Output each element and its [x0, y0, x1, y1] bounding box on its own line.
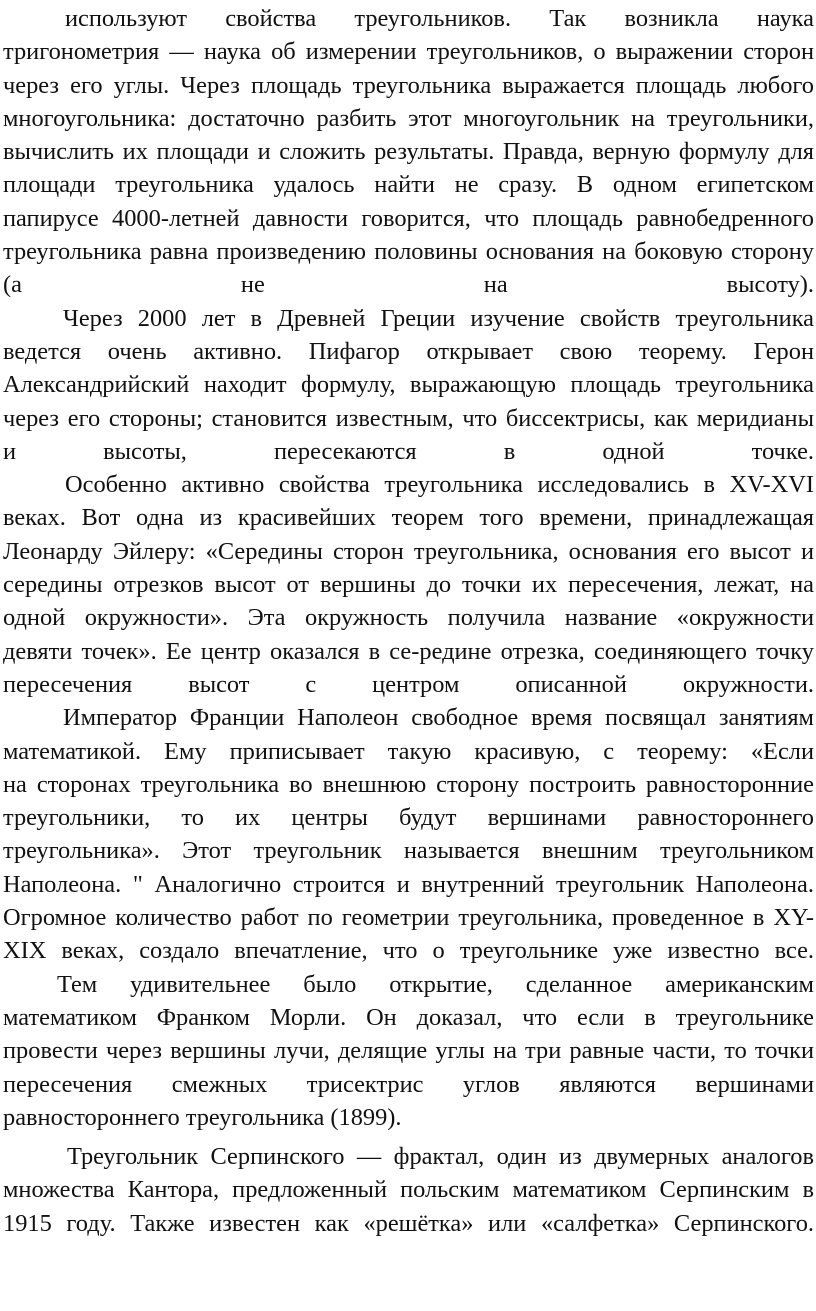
text-line: 1915 году. Также известен как «решётка» или «салфетка» Серпинского.: [3, 1209, 814, 1237]
text-line: треугольника». Этот треугольник называется внешним треугольником: [3, 837, 814, 865]
text-line: пересечения смежных трисектрис углов являются вершинами: [3, 1070, 814, 1098]
text-line: пересечения высот с центром описанной окружности.: [3, 670, 814, 698]
text-line: Через 2000 лет в Древней Греции изучение свойств треугольника: [63, 304, 814, 332]
text-line: Треугольник Серпинского — фрактал, один из двумерных аналогов: [67, 1143, 814, 1171]
paragraph-4: [0, 701, 816, 967]
text-line: многоугольника: достаточно разбить этот многоугольник на треугольники,: [3, 104, 814, 132]
text-line: треугольники, то их центры будут вершинами равностороннего: [3, 804, 814, 832]
text-line: одной окружности». Эта окружность получила название «окружности: [3, 604, 814, 632]
text-line: XIX веках, создало впечатление, что о треугольнике уже известно все.: [3, 937, 814, 965]
text-line: Тем удивительнее было открытие, сделанное американским: [57, 970, 814, 998]
text-line: математикой. Ему приписывает такую красивую, с теорему: «Если: [3, 737, 814, 765]
paragraph-2: [0, 302, 816, 468]
text-line: папирусе 4000-летней давности говорится, что площадь равнобедренного: [3, 204, 814, 232]
text-line: и высоты, пересекаются в одной точке.: [3, 437, 814, 465]
text-line: ведется очень активно. Пифагор открывает свою теорему. Герон: [3, 337, 814, 365]
paragraph-5: [0, 968, 816, 1134]
text-line: используют свойства треугольников. Так возникла наука: [65, 5, 814, 32]
paragraph-3: [0, 468, 816, 701]
text-line: Леонарду Эйлеру: «Середины сторон треугольника, основания его высот и: [3, 537, 814, 565]
text-line: веках. Вот одна из красивейших теорем того времени, принадлежащая: [3, 504, 814, 532]
text-line: (а не на высоту).: [3, 271, 814, 299]
text-line: равностороннего треугольника (1899).: [3, 1103, 402, 1131]
text-line: Особенно активно свойства треугольника исследовались в XV-XVI: [65, 471, 814, 499]
text-line: на сторонах треугольника во внешнюю сторону построить равносторонние: [3, 770, 814, 798]
text-line: множества Кантора, предложенный польским математиком Серпинским в: [3, 1176, 814, 1204]
text-line: Император Франции Наполеон свободное время посвящал занятиям: [63, 704, 814, 732]
paragraph-6: [0, 1140, 816, 1240]
text-line: Огромное количество работ по геометрии треугольника, проведенное в XY-: [3, 904, 814, 932]
text-line: девяти точек». Ее центр оказался в се-редине отрезка, соединяющего точку: [3, 637, 814, 665]
text-line: тригонометрия — наука об измерении треугольников, о выражении сторон: [3, 38, 814, 66]
text-line: провести через вершины лучи, делящие углы на три равные части, то точки: [3, 1037, 814, 1065]
text-line: середины отрезков высот от вершины до точки их пересечения, лежат, на: [3, 571, 814, 599]
text-line: через его стороны; становится известным, что биссектрисы, как меридианы: [3, 404, 814, 432]
text-line: площади треугольника удалось найти не сразу. В одном египетском: [3, 171, 814, 199]
text-line: Наполеона. " Аналогично строится и внутренний треугольник Наполеона.: [3, 870, 814, 898]
text-line: математиком Франком Морли. Он доказал, что если в треугольнике: [3, 1003, 814, 1031]
text-line: Александрийский находит формулу, выражающую площадь треугольника: [3, 371, 814, 399]
paragraph-1: [0, 2, 816, 302]
text-line: вычислить их площади и сложить результаты. Правда, верную формулу для: [3, 138, 814, 166]
text-line: через его углы. Через площадь треугольника выражается площадь любого: [3, 71, 814, 99]
text-line: треугольника равна произведению половины основания на боковую сторону: [3, 238, 814, 266]
